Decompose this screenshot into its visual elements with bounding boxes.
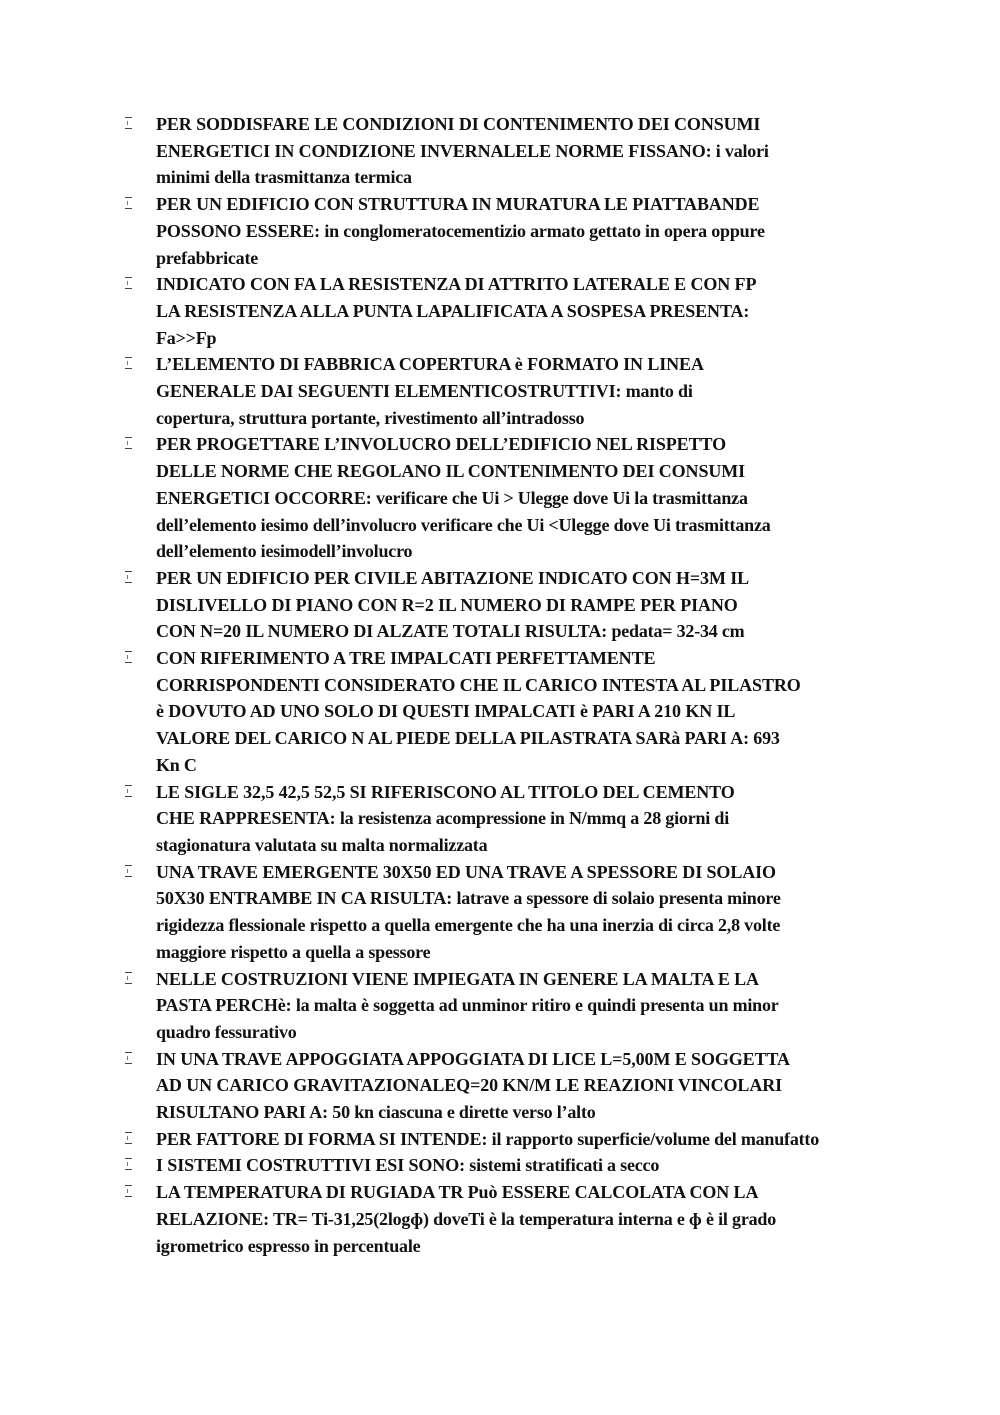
answer-text: il rapporto superficie/volume del manufatto [487, 1128, 820, 1149]
bullet-icon [125, 197, 132, 209]
bullet-icon [125, 1185, 132, 1197]
bullet-icon [125, 865, 132, 877]
bullet-icon [125, 277, 132, 289]
answer-text: la malta è soggetta ad unminor ritiro e quindi presenta un minor quadro fessurativo [156, 995, 779, 1042]
question-text: L’ELEMENTO DI FABBRICA COPERTURA è FORMATO IN LINEA GENERALE DAI SEGUENTI ELEMENTICOSTRUTTIVI: [156, 354, 704, 402]
answer-text: la resistenza acompressione in N/mmq a 28 giorni di stagionatura valutata su malta normalizzata [156, 808, 730, 855]
question-text: PER FATTORE DI FORMA SI INTENDE: [156, 1128, 488, 1149]
bullet-icon [125, 785, 132, 797]
answer-text: manto di copertura, struttura portante, rivestimento all’intradosso [156, 381, 693, 428]
answer-text: Fa>>Fp [156, 327, 217, 348]
answer-text: TR= Ti-31,25(2logɸ) doveTi è la temperatura interna e ɸ è il grado igrometrico espresso in percentuale [156, 1208, 777, 1256]
question-text: LE SIGLE 32,5 42,5 52,5 SI RIFERISCONO AL TITOLO DEL CEMENTO CHE RAPPRESENTA: [156, 781, 735, 829]
answer-text: in conglomeratocementizio armato gettato in opera oppure prefabbricate [156, 220, 765, 268]
list-item [125, 645, 925, 779]
question-text: CON RIFERIMENTO A TRE IMPALCATI PERFETTAMENTE CORRISPONDENTI CONSIDERATO CHE IL CARICO INTESTA AL PILASTRO è DOVUTO AD UNO SOLO DI QUESTI IMPALCATI è PARI A 210 KN IL VALORE DEL CARICO N AL PIEDE DELLA PILASTRATA SARà PARI A: [156, 648, 801, 749]
list-item [125, 859, 925, 966]
answer-text: i valori minimi della trasmittanza termica [156, 140, 769, 188]
question-text: I SISTEMI COSTRUTTIVI ESI SONO: [156, 1155, 465, 1176]
list-item [125, 779, 925, 859]
list-item [125, 1152, 925, 1179]
question-text: INDICATO CON FA LA RESISTENZA DI ATTRITO LATERALE E CON FP LA RESISTENZA ALLA PUNTA LAPALIFICATA A SOSPESA PRESENTA: [156, 274, 757, 321]
list-item [125, 191, 925, 271]
bullet-icon [125, 972, 132, 984]
bullet-icon [125, 1052, 132, 1064]
list-item [125, 565, 925, 645]
answer-text: 693 Kn C [156, 728, 780, 775]
list-item [125, 1179, 925, 1259]
question-text: PER SODDISFARE LE CONDIZIONI DI CONTENIMENTO DEI CONSUMI ENERGETICI IN CONDIZIONE INVERNALELE NORME FISSANO: [156, 114, 761, 161]
bullet-icon [125, 357, 132, 369]
bullet-icon [125, 571, 132, 583]
list-item [125, 111, 925, 191]
question-text: PER UN EDIFICIO PER CIVILE ABITAZIONE INDICATO CON H=3M IL DISLIVELLO DI PIANO CON R=2 IL NUMERO DI RAMPE PER PIANO CON N=20 IL NUMERO DI ALZATE TOTALI RISULTA: [156, 567, 750, 642]
question-text: UNA TRAVE EMERGENTE 30X50 ED UNA TRAVE A SPESSORE DI SOLAIO 50X30 ENTRAMBE IN CA RISULTA: [156, 861, 776, 909]
list-item [125, 1126, 925, 1153]
list-item [125, 351, 925, 431]
list-item [125, 271, 925, 351]
question-answer-list [125, 111, 925, 1259]
bullet-icon [125, 651, 132, 663]
answer-text: verificare che Ui > Ulegge dove Ui la trasmittanza dell’elemento iesimo dell’involucro verificare che Ui <Ulegge dove Ui trasmittanza dell’elemento iesimodell’involucro [156, 487, 771, 562]
question-text: IN UNA TRAVE APPOGGIATA APPOGGIATA DI LICE L=5,00M E SOGGETTA AD UN CARICO GRAVITAZIONALEQ=20 KN/M LE REAZIONI VINCOLARI RISULTANO PARI A: [156, 1048, 790, 1123]
list-item [125, 1046, 925, 1126]
bullet-icon [125, 1158, 132, 1170]
list-item [125, 966, 925, 1046]
answer-text: 50 kn ciascuna e dirette verso l’alto [328, 1102, 596, 1123]
bullet-icon [125, 1132, 132, 1144]
bullet-icon [125, 437, 132, 449]
answer-text: pedata= 32-34 cm [607, 621, 745, 642]
answer-text: latrave a spessore di solaio presenta minore rigidezza flessionale rispetto a quella emergente che ha una inerzia di circa 2,8 volte maggiore rispetto a quella a spessore [156, 888, 781, 962]
answer-text: sistemi stratificati a secco [465, 1155, 660, 1176]
bullet-icon [125, 117, 132, 129]
question-text: PER PROGETTARE L’INVOLUCRO DELL’EDIFICIO NEL RISPETTO DELLE NORME CHE REGOLANO IL CONTENIMENTO DEI CONSUMI ENERGETICI OCCORRE: [156, 434, 746, 508]
question-text: PER UN EDIFICIO CON STRUTTURA IN MURATURA LE PIATTABANDE POSSONO ESSERE: [156, 194, 760, 241]
list-item [125, 431, 925, 565]
question-text: LA TEMPERATURA DI RUGIADA TR Può ESSERE CALCOLATA CON LA RELAZIONE: [156, 1182, 759, 1229]
question-text: NELLE COSTRUZIONI VIENE IMPIEGATA IN GENERE LA MALTA E LA PASTA PERCHè: [156, 968, 759, 1016]
